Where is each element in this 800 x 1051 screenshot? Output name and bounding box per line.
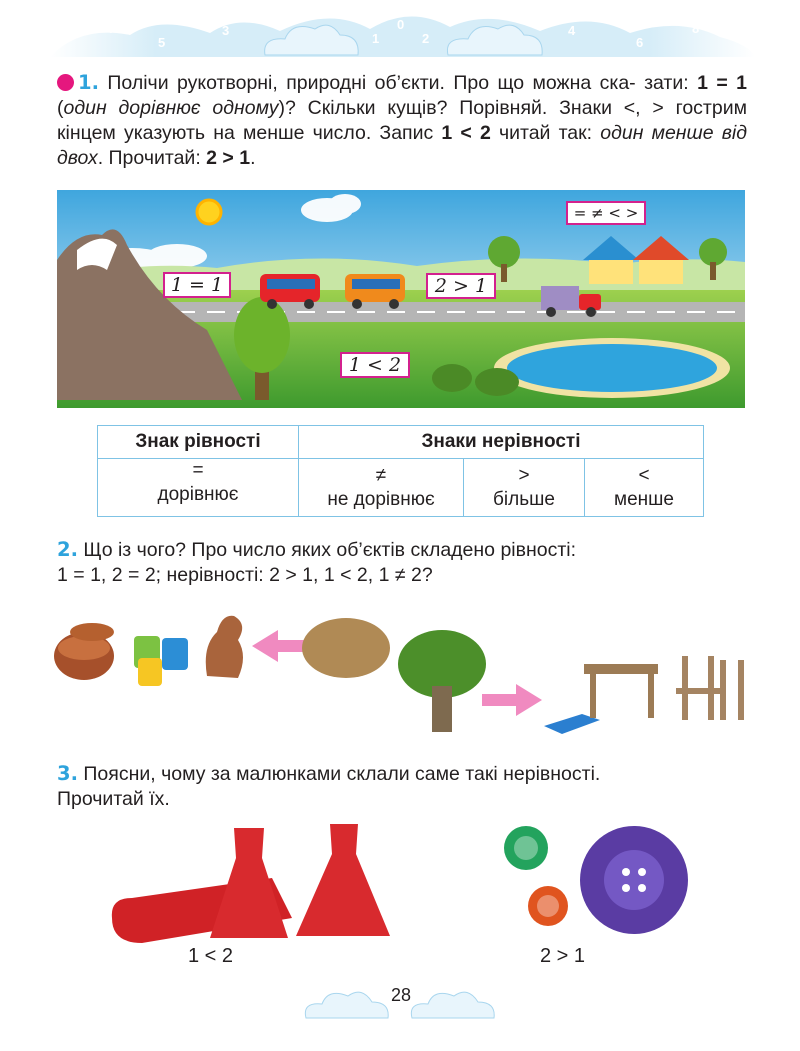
greater-cell: > більше <box>464 459 585 517</box>
header-digit: 0 <box>397 17 405 32</box>
buttons-illustration <box>500 818 700 948</box>
less-cell: < менше <box>585 459 704 517</box>
task3-text: 3. Поясни, чому за малюнками склали саме такі нерівності. Прочитай їх. <box>57 762 601 810</box>
bush-icon <box>432 364 472 392</box>
header-digit: 2 <box>422 31 430 46</box>
sun-icon <box>197 200 221 224</box>
task2-text: 2. Що із чого? Про число яких об’єктів складено рівності: 1 = 1, 2 = 2; нерівності: 2 > 1, 1 < 2, 1 ≠ 2? <box>57 538 577 586</box>
dress-icon <box>210 828 288 938</box>
bush-icon <box>475 368 519 396</box>
task1-number: 1. <box>78 71 99 94</box>
label-two-greater-one: 2 > 1 <box>426 273 496 299</box>
apple-tree-icon <box>488 236 520 268</box>
header-digit: 6 <box>636 35 644 50</box>
clay-figure-icon <box>206 616 243 678</box>
task2-number: 2. <box>57 538 78 561</box>
header-digit: 8 <box>692 21 700 36</box>
arrow-right-icon <box>482 684 542 716</box>
equality-header: Знак рівності <box>98 426 299 459</box>
header-digit: 4 <box>568 23 576 38</box>
equality-symbol: = <box>192 460 204 481</box>
header-digit: 1 <box>372 31 380 46</box>
tree-icon <box>398 630 486 732</box>
materials-illustration <box>52 596 752 746</box>
equality-word: дорівнює <box>157 484 239 505</box>
label-one-equals-one: 1 = 1 <box>163 272 231 298</box>
apple-tree-icon <box>699 238 727 266</box>
chairs-icon <box>676 656 744 720</box>
signs-table <box>97 425 704 517</box>
willow-tree-icon <box>234 297 290 373</box>
header-digit: 5 <box>158 35 166 50</box>
inequality-header: Знаки нерівності <box>299 426 704 459</box>
page-number: 28 <box>390 985 412 1005</box>
header-digits <box>40 5 760 67</box>
cups-icon <box>134 636 188 686</box>
header-digit: 7 <box>108 21 116 36</box>
clay-pile-icon <box>302 618 390 678</box>
task3-number: 3. <box>57 762 78 785</box>
equality-cell <box>98 459 299 517</box>
bullet-icon <box>57 74 74 91</box>
not-equal-cell: ≠ не дорівнює <box>299 459 464 517</box>
label-signs: = ≠ < > <box>566 201 646 225</box>
caption-left: 1 < 2 <box>188 945 234 967</box>
task1-text: 1. Полічи рукотворні, природні об’єкти. Про що можна ска- зати: 1 = 1 (один дорівнює одному)? Скільки кущів? Порівняй. Знаки <, > гострим кінцем указують на менше число. Запис 1 < 2 читай так: один менше від двох. Прочитай: 2 > 1. <box>57 71 748 169</box>
table-icon <box>584 664 658 718</box>
header-digit: 3 <box>222 23 230 38</box>
fabric-dresses-illustration <box>102 818 402 948</box>
dress-icon <box>296 824 390 936</box>
label-one-less-two: 1 < 2 <box>340 352 410 378</box>
clay-bowls-icon <box>54 623 114 680</box>
caption-right: 2 > 1 <box>540 945 586 967</box>
